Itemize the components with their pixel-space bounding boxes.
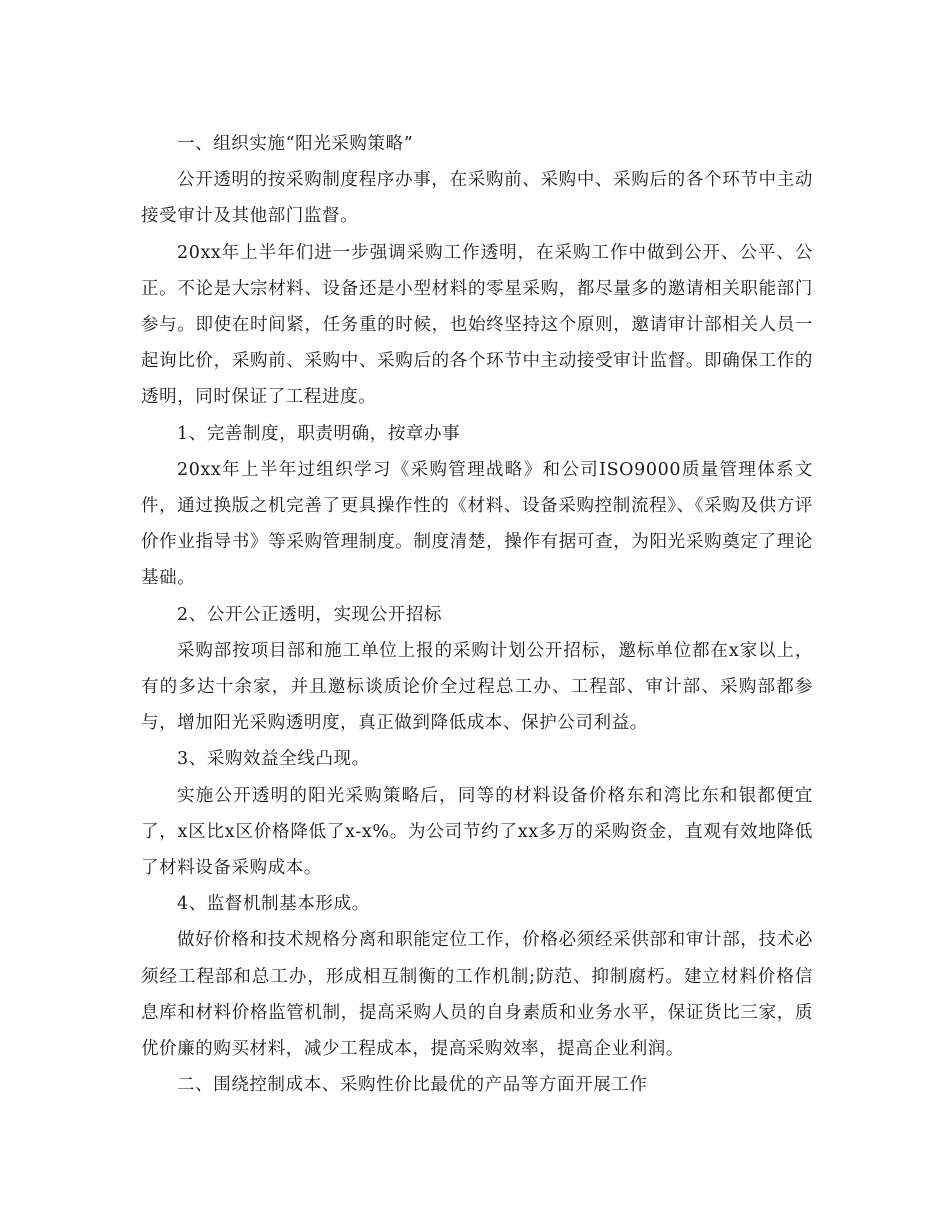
document-body (141, 126, 813, 1103)
paragraph: 20xx年上半年们进一步强调采购工作透明，在采购工作中做到公开、公平、公正。不论是大宗材料、设备还是小型材料的零星采购，都尽量多的邀请相关职能部门参与。即使在时间紧，任务重的时候，也始终坚持这个原则，邀请审计部相关人员一起询比价，采购前、采购中、采购后的各个环节中主动接受审计监督。即确保工作的透明，同时保证了工程进度。 (141, 242, 813, 408)
paragraph: 公开透明的按采购制度程序办事，在采购前、采购中、采购后的各个环节中主动接受审计及其他部门监督。 (141, 170, 813, 227)
subsection-heading: 4、监督机制基本形成。 (177, 894, 370, 915)
paragraph: 20xx年上半年过组织学习《采购管理战略》和公司ISO9000质量管理体系文件，通过换版之机完善了更具操作性的《材料、设备采购控制流程》、《采购及供方评价作业指导书》等采购管理制度。制度清楚，操作有据可查，为阳光采购奠定了理论基础。 (141, 459, 813, 589)
subsection-heading: 1、完善制度，职责明确，按章办事 (177, 423, 461, 444)
section-heading: 二、围绕控制成本、采购性价比最优的产品等方面开展工作 (177, 1075, 648, 1096)
section-heading: 一、组织实施“阳光采购策略” (177, 134, 414, 154)
subsection-heading: 3、采购效益全线凸现。 (177, 749, 370, 770)
subsection-heading: 2、公开公正透明，实现公开招标 (177, 604, 443, 625)
paragraph: 做好价格和技术规格分离和职能定位工作，价格必须经采供部和审计部，技术必须经工程部和总工办，形成相互制衡的工作机制;防范、抑制腐朽。建立材料价格信息库和材料价格监管机制，提高采购人员的自身素质和业务水平，保证货比三家，质优价廉的购买材料，减少工程成本，提高采购效率，提高企业利润。 (141, 930, 813, 1060)
paragraph: 采购部按项目部和施工单位上报的采购计划公开招标，邀标单位都在x家以上，有的多达十余家，并且邀标谈质论价全过程总工办、工程部、审计部、采购部都参与，增加阳光采购透明度，真正做到降低成本、保护公司利益。 (141, 640, 813, 734)
paragraph: 实施公开透明的阳光采购策略后，同等的材料设备价格东和湾比东和银都便宜了，x区比x区价格降低了x-x%。为公司节约了xx多万的采购资金，直观有效地降低了材料设备采购成本。 (141, 785, 813, 879)
